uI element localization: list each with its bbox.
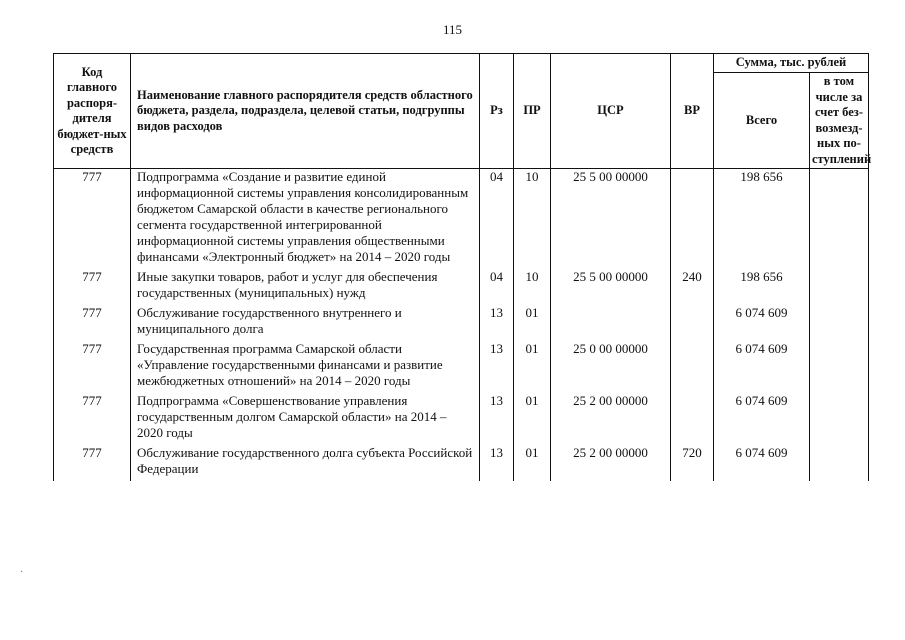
header-total: Всего xyxy=(714,73,810,169)
scan-mark: · xyxy=(20,567,24,578)
cell-total: 6 074 609 xyxy=(714,445,810,481)
cell-csr: 25 2 00 00000 xyxy=(551,445,671,481)
cell-name: Иные закупки товаров, работ и услуг для обеспечения государственных (муниципальных) нужд xyxy=(131,269,480,305)
budget-table xyxy=(53,53,872,481)
cell-total: 198 656 xyxy=(714,169,810,270)
cell-name: Обслуживание государственного внутреннего и муниципального долга xyxy=(131,305,480,341)
cell-total: 6 074 609 xyxy=(714,393,810,445)
cell-code: 777 xyxy=(54,169,131,270)
page-number: 115 xyxy=(442,22,463,37)
header-vr: ВР xyxy=(671,54,714,169)
header-code: Код главного распоря-дителя бюджет-ных средств xyxy=(54,54,131,169)
cell-name: Обслуживание государственного долга субъекта Российской Федерации xyxy=(131,445,480,481)
cell-vr xyxy=(671,341,714,393)
header-rz: Рз xyxy=(480,54,514,169)
cell-code: 777 xyxy=(54,393,131,445)
header-sum: Сумма, тыс. рублей xyxy=(714,54,869,73)
cell-grant xyxy=(810,305,869,341)
cell-name: Государственная программа Самарской области «Управление государственными финансами и развитие межбюджетных отношений» на 2014 – 2020 годы xyxy=(131,341,480,393)
cell-code: 777 xyxy=(54,305,131,341)
cell-vr: 240 xyxy=(671,269,714,305)
cell-csr: 25 5 00 00000 xyxy=(551,169,671,270)
cell-pr: 01 xyxy=(514,393,551,445)
cell-grant xyxy=(810,269,869,305)
cell-rz: 13 xyxy=(480,393,514,445)
cell-pr: 01 xyxy=(514,341,551,393)
cell-pr: 01 xyxy=(514,305,551,341)
cell-rz: 13 xyxy=(480,445,514,481)
cell-pr: 10 xyxy=(514,269,551,305)
cell-rz: 13 xyxy=(480,305,514,341)
cell-name: Подпрограмма «Создание и развитие единой информационной системы управления консолидированным бюджетом Самарской области в качестве регионального сегмента государственной интегрированной информационной системы управления общественными финансами «Электронный бюджет» на 2014 – 2020 годы xyxy=(131,169,480,270)
table-row xyxy=(54,393,869,445)
cell-code: 777 xyxy=(54,341,131,393)
cell-csr: 25 0 00 00000 xyxy=(551,341,671,393)
header-grant: в том числе за счет без-возмезд-ных по-ступлений xyxy=(810,73,869,169)
cell-rz: 04 xyxy=(480,169,514,270)
cell-grant xyxy=(810,445,869,481)
table-row xyxy=(54,305,869,341)
cell-rz: 04 xyxy=(480,269,514,305)
cell-grant xyxy=(810,393,869,445)
cell-rz: 13 xyxy=(480,341,514,393)
table-header xyxy=(54,54,872,169)
table-row xyxy=(54,269,869,305)
cell-code: 777 xyxy=(54,269,131,305)
cell-grant xyxy=(810,341,869,393)
header-csr: ЦСР xyxy=(551,54,671,169)
cell-csr xyxy=(551,305,671,341)
cell-total: 6 074 609 xyxy=(714,305,810,341)
table-row xyxy=(54,169,869,270)
table-row xyxy=(54,341,869,393)
cell-pr: 10 xyxy=(514,169,551,270)
cell-vr xyxy=(671,169,714,270)
table-body xyxy=(54,169,869,482)
cell-csr: 25 5 00 00000 xyxy=(551,269,671,305)
cell-pr: 01 xyxy=(514,445,551,481)
cell-name: Подпрограмма «Совершенствование управления государственным долгом Самарской области» на 2014 – 2020 годы xyxy=(131,393,480,445)
cell-total: 198 656 xyxy=(714,269,810,305)
cell-total: 6 074 609 xyxy=(714,341,810,393)
cell-vr xyxy=(671,305,714,341)
cell-vr: 720 xyxy=(671,445,714,481)
table-row xyxy=(54,445,869,481)
header-pr: ПР xyxy=(514,54,551,169)
cell-code: 777 xyxy=(54,445,131,481)
cell-grant xyxy=(810,169,869,270)
header-name: Наименование главного распорядителя средств областного бюджета, раздела, подраздела, целевой статьи, подгруппы видов расходов xyxy=(131,54,480,169)
cell-csr: 25 2 00 00000 xyxy=(551,393,671,445)
cell-vr xyxy=(671,393,714,445)
